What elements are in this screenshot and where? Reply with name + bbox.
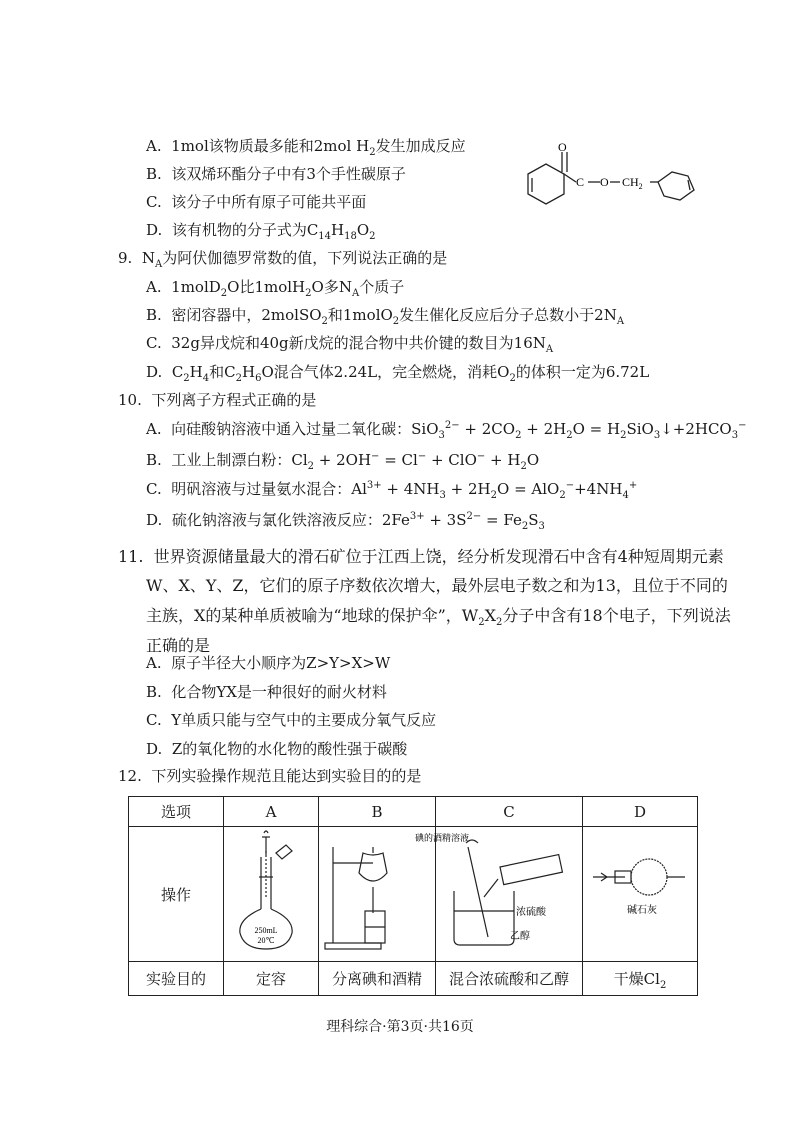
flask-temp-label: 20℃ [257,936,275,945]
purpose-a: 定容 [224,962,319,996]
carbonyl-carbon-label: C [576,175,585,189]
q9-stem: 9. $N_A$为阿伏伽德罗常数的值，下列说法正确的是 [118,249,448,270]
q8-option-a: A. 1mol该物质最多能和2mol $H_2$发生加成反应 [146,137,466,158]
purpose-c: 混合浓硫酸和乙醇 [436,962,583,996]
table-operation-row [129,827,698,962]
q11-line-4: 正确的是 [146,636,211,655]
purpose-label: 实验目的 [129,962,224,996]
header-c: C [436,797,583,827]
q8-option-c: C. 该分子中所有原子可能共平面 [146,193,367,211]
volumetric-flask-diagram [226,827,316,957]
experiment-table [128,796,698,996]
iodine-solution-label: 碘的酒精溶液 [415,833,470,843]
header-a: A [224,797,319,827]
q10-option-a: A. 向硅酸钠溶液中通入过量二氧化碳：$SiO_3^{2-} + 2CO_2 + 2H_2O$ = $H_2SiO_3↓+2HCO_3^-$ [146,420,747,441]
q11-line-3: 主族，X的某种单质被喻为“地球的保护伞”，$W_2X_2$分子中含有18个电子，下列说法 [146,606,731,629]
ester-oxygen-label: O [600,175,609,189]
header-d: D [583,797,698,827]
q11-option-d: D. Z的氧化物的水化物的酸性强于碳酸 [146,740,408,758]
table-header-row [129,797,698,827]
operation-d-cell [583,827,698,962]
operation-label: 操作 [129,827,224,962]
soda-lime-label: 碱石灰 [627,905,657,916]
header-option-label: 选项 [129,797,224,827]
operation-c-cell [436,827,583,962]
operation-a-cell [224,827,319,962]
mixing-beaker-diagram [438,827,580,957]
flask-volume-label: 250mL [254,926,278,935]
q9-option-b: B. 密闭容器中，2molSO$_2$和1molO$_2$发生催化反应后分子总数小于$2N_A$ [146,306,625,327]
purpose-d: 干燥$Cl_2$ [583,962,698,996]
q11-line-2: W、X、Y、Z，它们的原子序数依次增大，最外层电子数之和为13，且位于不同的 [146,576,728,595]
carbonyl-oxygen-label: O [558,140,567,154]
q9-option-d: D. $C_2H_4$和$C_2H_6O$混合气体2.24L，完全燃烧，消耗$O_2$的体积一定为6.72L [146,363,650,384]
q10-option-c: C. 明矾溶液与过量氨水混合：$Al^{3+} + 4NH_3 + 2H_2O = AlO_2^-+4NH_4^+$ [146,480,638,501]
q10-option-d: D. 硫化钠溶液与氯化铁溶液反应：$2Fe^{3+} + 3S^{2-} = Fe_2S_3$ [146,511,545,532]
q10-stem: 10. 下列离子方程式正确的是 [118,391,317,409]
conc-acid-label: 浓硫酸 [516,907,546,918]
q11-option-a: A. 原子半径大小顺序为Z>Y>X>W [146,654,391,672]
operation-b-cell [319,827,470,962]
methylene-label: $CH_2$ [622,175,643,191]
page-footer: 理科综合·第3页·共16页 [326,1019,474,1035]
q9-option-a: A. 1molD$_2$O比1molH$_2$O多$N_A$个质子 [146,278,405,299]
table-purpose-row [129,962,698,996]
ester-structure-diagram [504,142,704,222]
q10-option-b: B. 工业上制漂白粉：$Cl_2 + 2OH^- = Cl^- + ClO^- + H_2O$ [146,451,540,472]
q8-option-b: B. 该双烯环酯分子中有3个手性碳原子 [146,165,406,183]
drying-tube-diagram [585,827,695,957]
q9-option-c: C. 32g异戊烷和40g新戊烷的混合物中共价键的数目为$16N_A$ [146,334,554,355]
separatory-funnel-diagram [321,827,470,957]
q11-line-1: 11. 世界资源储量最大的滑石矿位于江西上饶，经分析发现滑石中含有4种短周期元素 [118,547,724,566]
ethanol-label: 乙醇 [510,931,530,942]
q12-stem: 12. 下列实验操作规范且能达到实验目的的是 [118,767,422,785]
q8-option-d: D. 该有机物的分子式为$C_{14}H_{18}O_2$ [146,221,376,242]
purpose-b: 分离碘和酒精 [319,962,436,996]
q11-option-c: C. Y单质只能与空气中的主要成分氧气反应 [146,711,437,729]
q11-option-b: B. 化合物YX是一种很好的耐火材料 [146,683,387,701]
header-b: B [319,797,436,827]
